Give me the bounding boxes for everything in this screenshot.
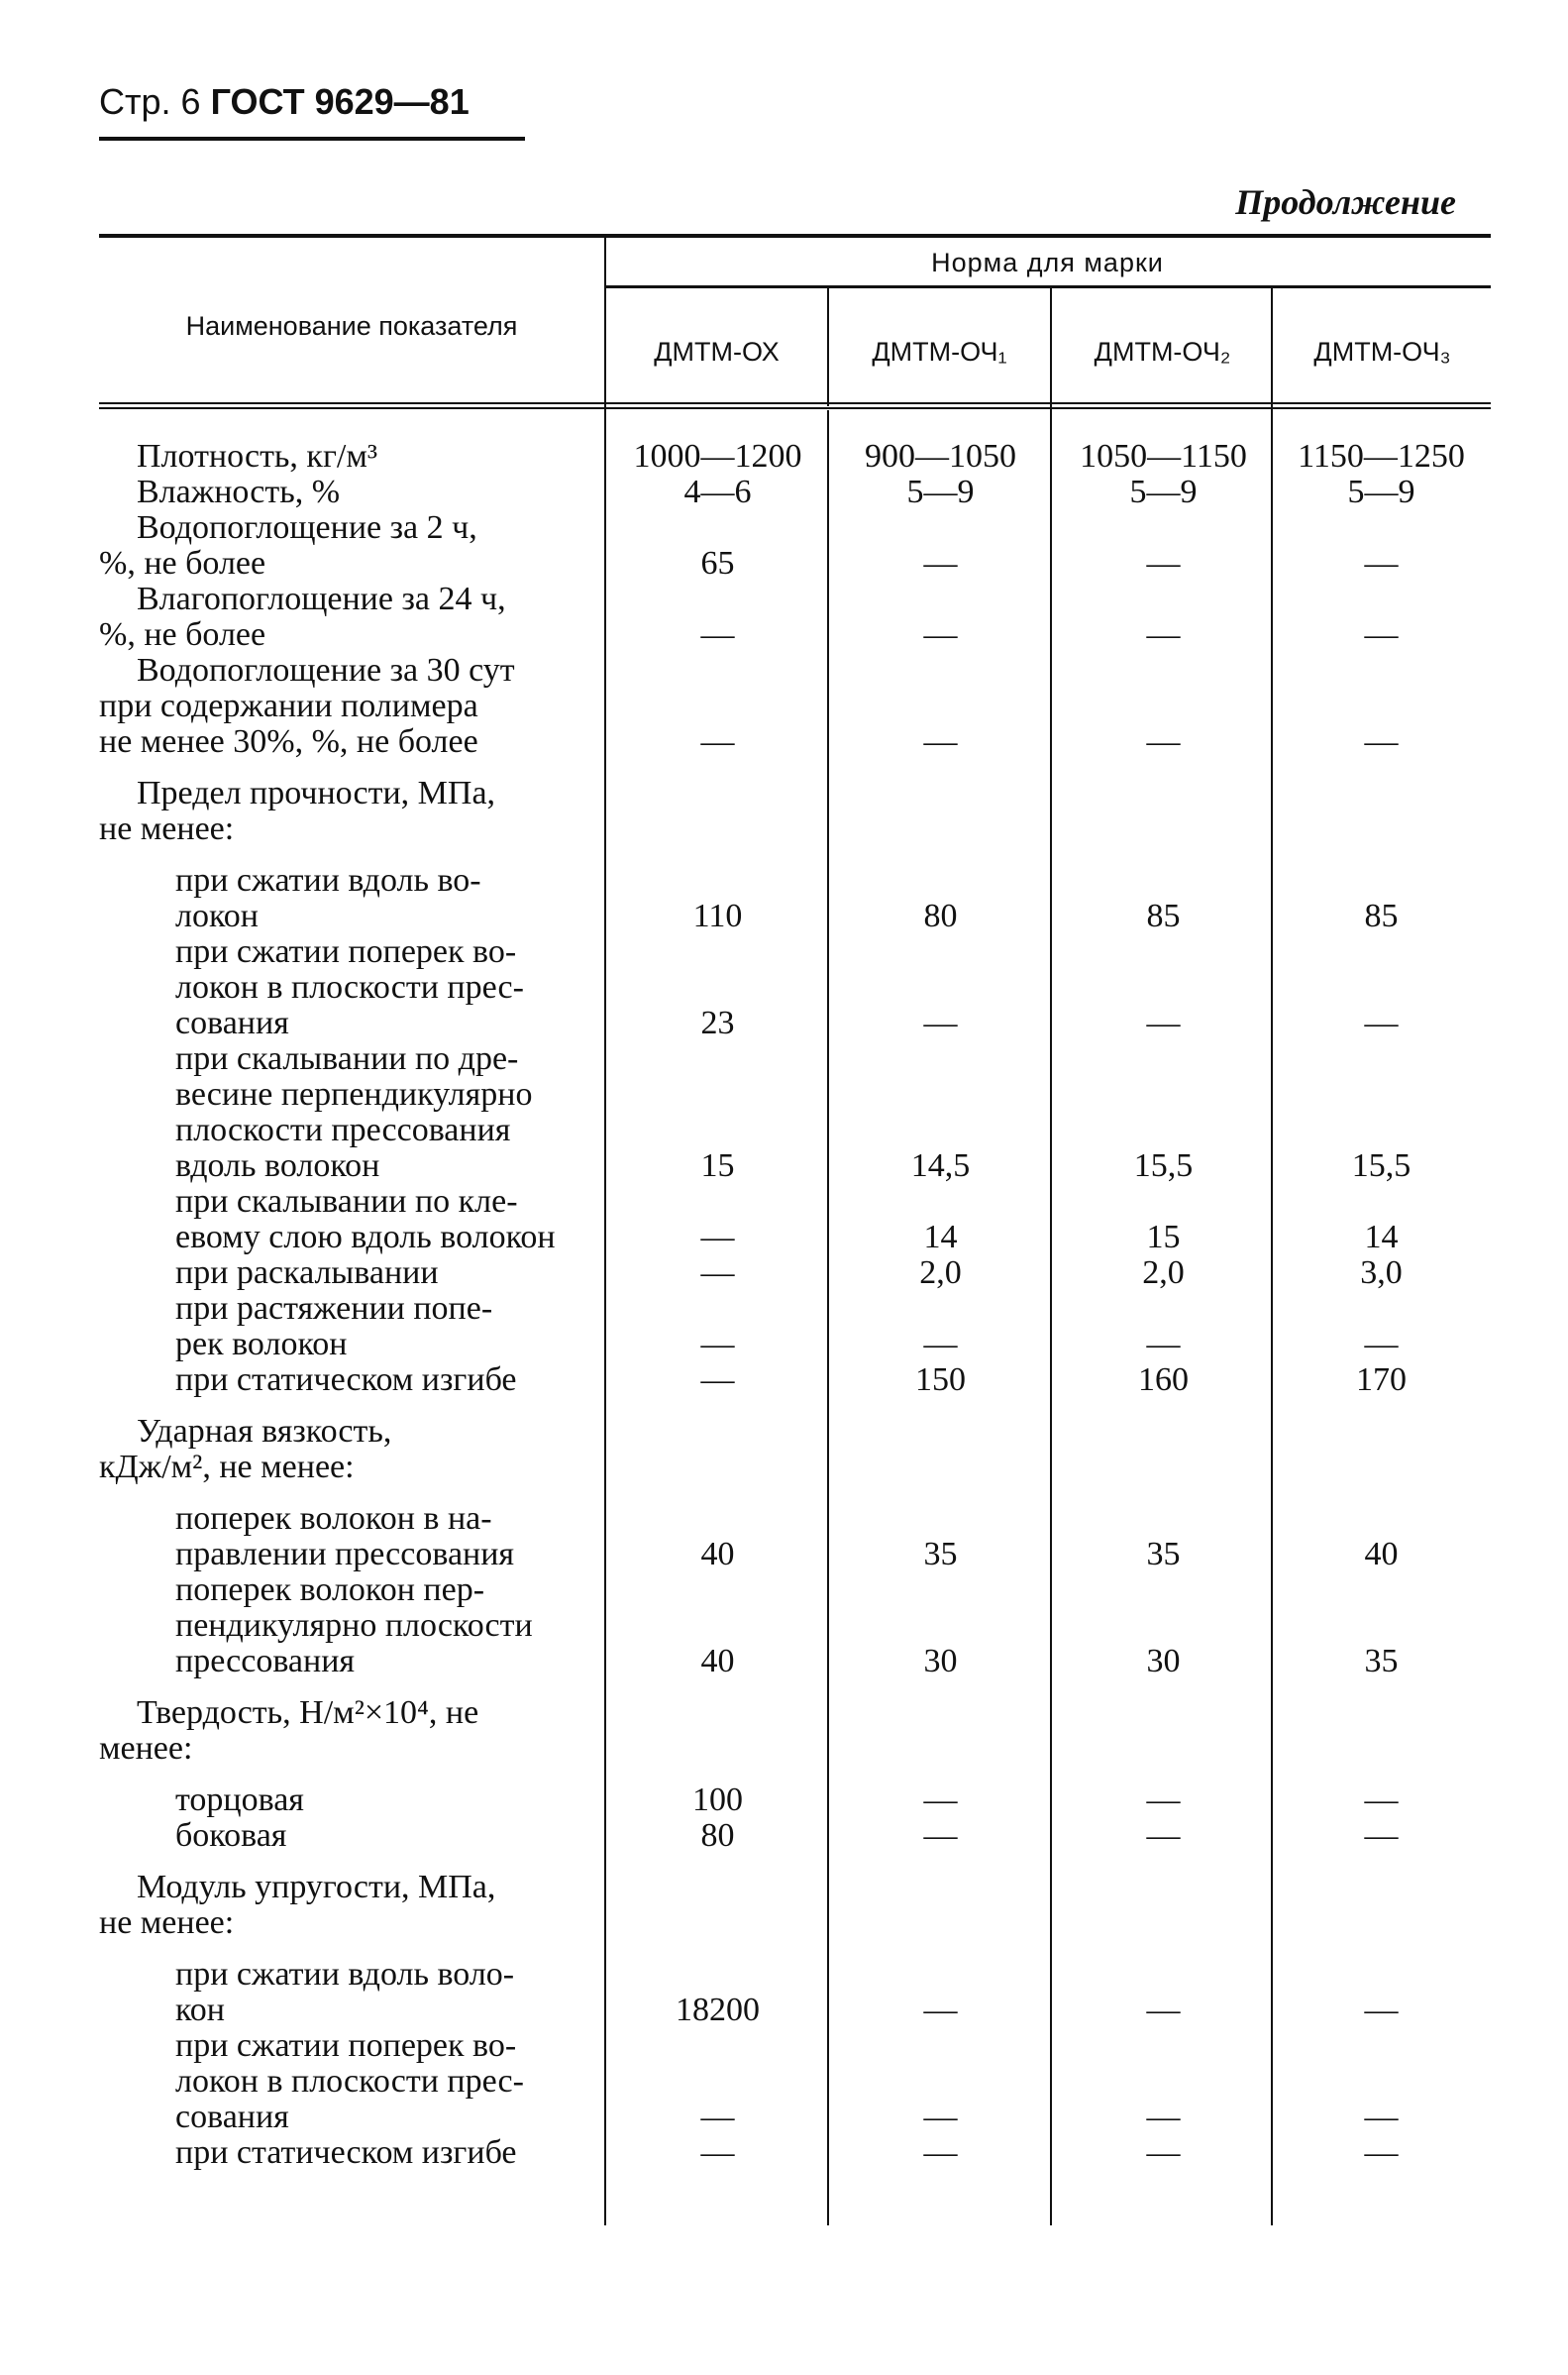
row-label (99, 2028, 594, 2135)
row-label-line: Твердость, Н/м²×10⁴, не (137, 1694, 479, 1731)
table-row (99, 439, 1491, 475)
value-cell: — (1146, 1781, 1181, 1818)
row-label (99, 1695, 594, 1767)
value-cell: 14 (923, 1219, 958, 1255)
value-cell: 80 (923, 898, 958, 934)
value-cell: 2,0 (1142, 1254, 1185, 1291)
value-cell: — (1146, 545, 1181, 582)
table-row (99, 1818, 1491, 1854)
value-cell: 15,5 (1133, 1147, 1194, 1184)
value-cell: 85 (1364, 898, 1399, 934)
value-cell: — (1364, 2099, 1399, 2135)
value-cell: 80 (700, 1817, 735, 1854)
row-label (99, 934, 594, 1041)
row-label-line: не менее 30%, %, не более (99, 723, 478, 760)
value-cell: — (923, 1326, 958, 1362)
row-label (99, 2135, 594, 2171)
row-label-line: не менее: (99, 1904, 235, 1941)
row-label-line: при статическом изгибе (175, 2134, 517, 2171)
row-label (99, 1255, 594, 1291)
value-cell: 100 (692, 1781, 743, 1818)
row-label-line: при сжатии вдоль во- (175, 862, 481, 899)
value-cell: — (700, 2134, 735, 2171)
value-cell: — (1364, 1781, 1399, 1818)
row-label-line: сования (175, 2099, 289, 2135)
grade-header: ДМТМ-ОХ (654, 337, 780, 367)
value-cell: 150 (915, 1361, 966, 1398)
value-cell: 15,5 (1351, 1147, 1411, 1184)
row-label (99, 1957, 594, 2028)
row-label (99, 863, 594, 934)
row-label (99, 653, 594, 760)
table-row (99, 510, 1491, 582)
value-cell: — (923, 1817, 958, 1854)
value-cell: 110 (692, 898, 743, 934)
value-cell: 35 (1146, 1536, 1181, 1572)
standard-number: ГОСТ 9629—81 (210, 81, 470, 122)
value-cell: — (1364, 1326, 1399, 1362)
value-cell: — (700, 723, 735, 760)
value-cell: 5—9 (1347, 474, 1415, 510)
row-label-line: при растяжении попе- (175, 1290, 493, 1327)
row-label-line: Предел прочности, МПа, (137, 775, 496, 811)
row-label-line: рек волокон (175, 1326, 348, 1362)
row-label-line: сования (175, 1005, 289, 1041)
row-label (99, 1572, 594, 1679)
row-label-line: при статическом изгибе (175, 1361, 517, 1398)
row-label (99, 582, 594, 653)
row-label (99, 475, 594, 510)
header-rule (99, 137, 525, 141)
value-cell: 30 (923, 1643, 958, 1679)
row-label (99, 776, 594, 847)
row-label-line: Ударная вязкость, (137, 1413, 392, 1450)
value-cell: — (923, 2134, 958, 2171)
value-cell: 15 (700, 1147, 735, 1184)
row-label (99, 439, 594, 475)
grade-header: ДМТМ-ОЧ₁ (872, 337, 1007, 367)
row-label-line: Плотность, кг/м³ (137, 438, 378, 475)
header-double-rule (99, 402, 1491, 409)
value-cell: 3,0 (1360, 1254, 1403, 1291)
row-label-line: при сжатии поперек во- (175, 2027, 517, 2064)
row-label-line: локон (175, 898, 259, 934)
row-label-line: евому слою вдоль волокон (175, 1219, 556, 1255)
value-cell: 23 (700, 1005, 735, 1041)
row-label-line: не менее: (99, 810, 235, 847)
value-cell: — (923, 616, 958, 653)
table-row (99, 1414, 1491, 1485)
row-label-line: локон в плоскости прес- (175, 969, 524, 1006)
value-cell: — (1364, 723, 1399, 760)
value-cell: 65 (700, 545, 735, 582)
grade-header: ДМТМ-ОЧ₃ (1313, 337, 1451, 367)
table-row (99, 1291, 1491, 1362)
value-cell: — (700, 1254, 735, 1291)
row-label-line: боковая (175, 1817, 287, 1854)
value-cell: — (923, 545, 958, 582)
value-cell: 40 (1364, 1536, 1399, 1572)
row-label-line: прессования (175, 1643, 356, 1679)
table-row (99, 1041, 1491, 1184)
value-cell: — (1364, 2134, 1399, 2171)
row-label (99, 1414, 594, 1485)
row-label-line: торцовая (175, 1781, 304, 1818)
row-label-line: менее: (99, 1730, 193, 1767)
value-cell: 85 (1146, 898, 1181, 934)
row-label-line: Водопоглощение за 30 сут (137, 652, 515, 689)
row-label-line: кДж/м², не менее: (99, 1449, 355, 1485)
value-cell: — (1146, 2099, 1181, 2135)
row-label-line: пендикулярно плоскости (175, 1607, 533, 1644)
table-row (99, 1782, 1491, 1818)
table-row (99, 475, 1491, 510)
name-column-header: Наименование показателя (185, 311, 518, 341)
value-cell: 35 (923, 1536, 958, 1572)
continuation-label: Продолжение (1235, 182, 1456, 222)
value-cell: — (1146, 1005, 1181, 1041)
value-cell: 2,0 (919, 1254, 962, 1291)
row-label-line: локон в плоскости прес- (175, 2063, 524, 2100)
row-label-line: при сжатии вдоль воло- (175, 1956, 515, 1993)
row-label-line: при скалывании по дре- (175, 1040, 519, 1077)
value-cell: — (923, 1005, 958, 1041)
value-cell: — (700, 616, 735, 653)
value-cell: 30 (1146, 1643, 1181, 1679)
row-label-line: весине перпендикулярно (175, 1076, 533, 1113)
value-cell: — (1364, 1817, 1399, 1854)
row-label-line: поперек волокон в на- (175, 1500, 492, 1537)
table-body (99, 439, 1491, 2171)
value-cell: — (1146, 2134, 1181, 2171)
value-cell: — (923, 2099, 958, 2135)
grade-header: ДМТМ-ОЧ₂ (1094, 337, 1231, 367)
value-cell: — (1146, 616, 1181, 653)
row-label-line: при раскалывании (175, 1254, 439, 1291)
value-cell: 14,5 (910, 1147, 971, 1184)
value-cell: — (1146, 1326, 1181, 1362)
value-cell: — (1146, 1992, 1181, 2028)
row-label-line: при содержании полимера (99, 688, 478, 724)
value-cell: 5—9 (1129, 474, 1198, 510)
value-cell: 1050—1150 (1080, 438, 1247, 475)
table-row (99, 1572, 1491, 1679)
table-row (99, 1184, 1491, 1255)
value-cell: — (700, 1219, 735, 1255)
value-cell: — (700, 1361, 735, 1398)
value-cell: — (1146, 723, 1181, 760)
row-label-line: %, не более (99, 616, 266, 653)
row-label (99, 1041, 594, 1184)
value-cell: 4—6 (683, 474, 752, 510)
table-row (99, 2135, 1491, 2171)
row-label (99, 1501, 594, 1572)
value-cell: — (1364, 1992, 1399, 2028)
value-cell: — (1364, 545, 1399, 582)
value-cell: — (923, 1781, 958, 1818)
value-cell: — (700, 1326, 735, 1362)
row-label (99, 1291, 594, 1362)
table-row (99, 1501, 1491, 1572)
table-row (99, 934, 1491, 1041)
row-label-line: Влажность, % (137, 474, 341, 510)
row-label-line: Водопоглощение за 2 ч, (137, 509, 477, 546)
value-cell: 14 (1364, 1219, 1399, 1255)
row-label-line: Влагопоглощение за 24 ч, (137, 581, 506, 617)
value-cell: — (923, 723, 958, 760)
value-cell: 1150—1250 (1298, 438, 1465, 475)
row-label (99, 1782, 594, 1818)
value-cell: 5—9 (906, 474, 975, 510)
row-label-line: поперек волокон пер- (175, 1571, 485, 1608)
table-row (99, 1957, 1491, 2028)
value-cell: 900—1050 (865, 438, 1016, 475)
table-row (99, 2028, 1491, 2135)
row-label-line: при скалывании по кле- (175, 1183, 518, 1220)
group-header: Норма для марки (931, 248, 1164, 277)
table-row (99, 1255, 1491, 1291)
group-header-rule (604, 285, 1491, 288)
value-cell: — (700, 2099, 735, 2135)
value-cell: — (1364, 616, 1399, 653)
page-label: Стр. 6 (99, 81, 201, 122)
table-top-rule (99, 234, 1491, 238)
table-row (99, 1695, 1491, 1767)
row-label (99, 1818, 594, 1854)
value-cell: — (1146, 1817, 1181, 1854)
value-cell: — (923, 1992, 958, 2028)
value-cell: 170 (1356, 1361, 1407, 1398)
row-label-line: при сжатии поперек во- (175, 933, 517, 970)
table-row (99, 1870, 1491, 1941)
table-row (99, 653, 1491, 760)
row-label-line: правлении прессования (175, 1536, 515, 1572)
value-cell: 35 (1364, 1643, 1399, 1679)
row-label (99, 1870, 594, 1941)
row-label-line: %, не более (99, 545, 266, 582)
table-row (99, 1362, 1491, 1398)
row-label-line: плоскости прессования (175, 1112, 511, 1148)
value-cell: 15 (1146, 1219, 1181, 1255)
row-label-line: вдоль волокон (175, 1147, 380, 1184)
row-label (99, 510, 594, 582)
page-header (99, 81, 470, 123)
table-row (99, 776, 1491, 847)
row-label (99, 1362, 594, 1398)
row-label-line: кон (175, 1992, 225, 2028)
table-row (99, 863, 1491, 934)
row-label-line: Модуль упругости, МПа, (137, 1869, 496, 1905)
value-cell: 40 (700, 1536, 735, 1572)
value-cell: 160 (1138, 1361, 1189, 1398)
value-cell: 1000—1200 (633, 438, 802, 475)
table-row (99, 582, 1491, 653)
value-cell: 18200 (676, 1992, 760, 2028)
row-label (99, 1184, 594, 1255)
value-cell: — (1364, 1005, 1399, 1041)
value-cell: 40 (700, 1643, 735, 1679)
